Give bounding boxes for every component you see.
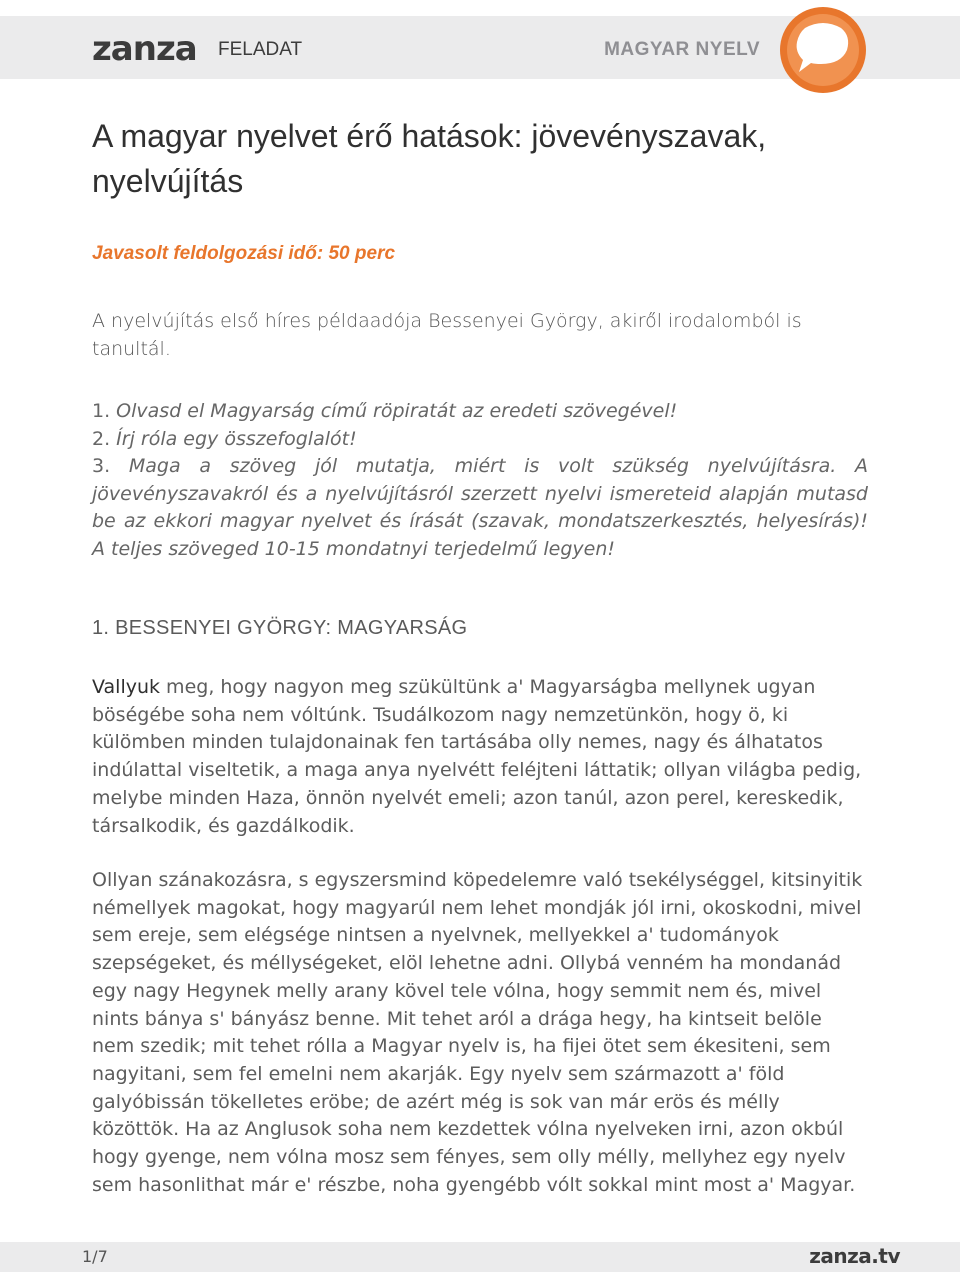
task-item: 1. Olvasd el Magyarság című röpiratát az eredeti szövegével! xyxy=(92,400,678,422)
speech-bubble-icon xyxy=(775,6,867,96)
zanza-tv-logo[interactable]: zanza.tv xyxy=(809,1244,900,1268)
task-item: 3. Maga a szöveg jól mutatja, miért is volt szükség nyelvújításra. A jövevényszavakról és a nyelvújításról szerzett nyelvi ismereteid alapján mutasd be az ekkori magyar nyelvet és írását (szavak, mondatszerkesztés, helyesírás)! A teljes szöveged 10-15 mondatnyi terjedelmű legyen! xyxy=(92,455,868,560)
document-type-label: FELADAT xyxy=(218,39,303,60)
section-heading: 1. BESSENYEI GYÖRGY: MAGYARSÁG xyxy=(92,617,468,639)
task-item: 2. Írj róla egy összefoglalót! xyxy=(92,427,357,450)
source-paragraph: Vallyuk meg, hogy nagyon meg szükültünk a' Magyarságba mellynek ugyan böségébe soha nem vóltúnk. Tsudálkozom nagy nemzetünkön, hogy ö, ki külömben minden tulajdonainak fen tartásába olly nemes, nagy és álhatatos indúlattal viseltetik, a maga anya nyelvétt feléjteni láttatik; ollyan világba pedig, melybe minden Haza, önnön nyelvét emeli; azon tanúl, azon perel, kereskedik, társalkodik, és gazdálkodik. xyxy=(92,676,862,837)
source-paragraph: Ollyan szánakozásra, s egyszersmind köpedelemre való tsekélységgel, kitsinyitik némellyek magokat, hogy magyarúl nem lehet mondják jól irni, okoskodni, mivel sem ereje, sem elégsége nintsen a nyelvnek, mellyekkel a' tudományok szepségeket, és méllységeket, elöl lehetne adni. Ollybá venném ha mondanád egy nagy Hegynek melly arany kövel tele vólna, hogy semmit nem és, mivel nints bánya s' bányász benne. Mit tehet aról a drága hegy, ha kintseit belöle nem szedik; mit tehet rólla a Magyar nyelv is, ha fijei ötet sem ékesiteni, sem nagyitani, sem fel emelni nem akarják. Egy nyelv sem származott a' föld galyóbissán tökelletes eröbe; de azért még is sok van már erös és mélly közöttök. Ha az Anglusok soha nem kezdettek vólna nyelveken irni, azon okbúl hogy gyenge, nem vólna mosz sem fényes, sem olly mélly, mellyhez egy nyelv sem hasonlithat már e' részbe, noha gyengébb vólt sokkal mint most a' Magyar. xyxy=(92,869,863,1196)
suggested-time: Javasolt feldolgozási idő: 50 perc xyxy=(92,243,396,264)
subject-label: MAGYAR NYELV xyxy=(604,39,760,60)
first-word: Vallyuk xyxy=(92,676,161,698)
intro-text: A nyelvújítás első híres példaadója Bessenyei György, akiről irodalomból is tanultál. xyxy=(92,310,802,360)
page-title: A magyar nyelvet érő hatások: jövevényszavak, nyelvújítás xyxy=(92,118,767,199)
footer-bar xyxy=(0,1242,960,1272)
page-number: 1/7 xyxy=(82,1247,108,1266)
zanza-logo[interactable]: zanza xyxy=(92,29,197,69)
task-list xyxy=(92,398,868,563)
